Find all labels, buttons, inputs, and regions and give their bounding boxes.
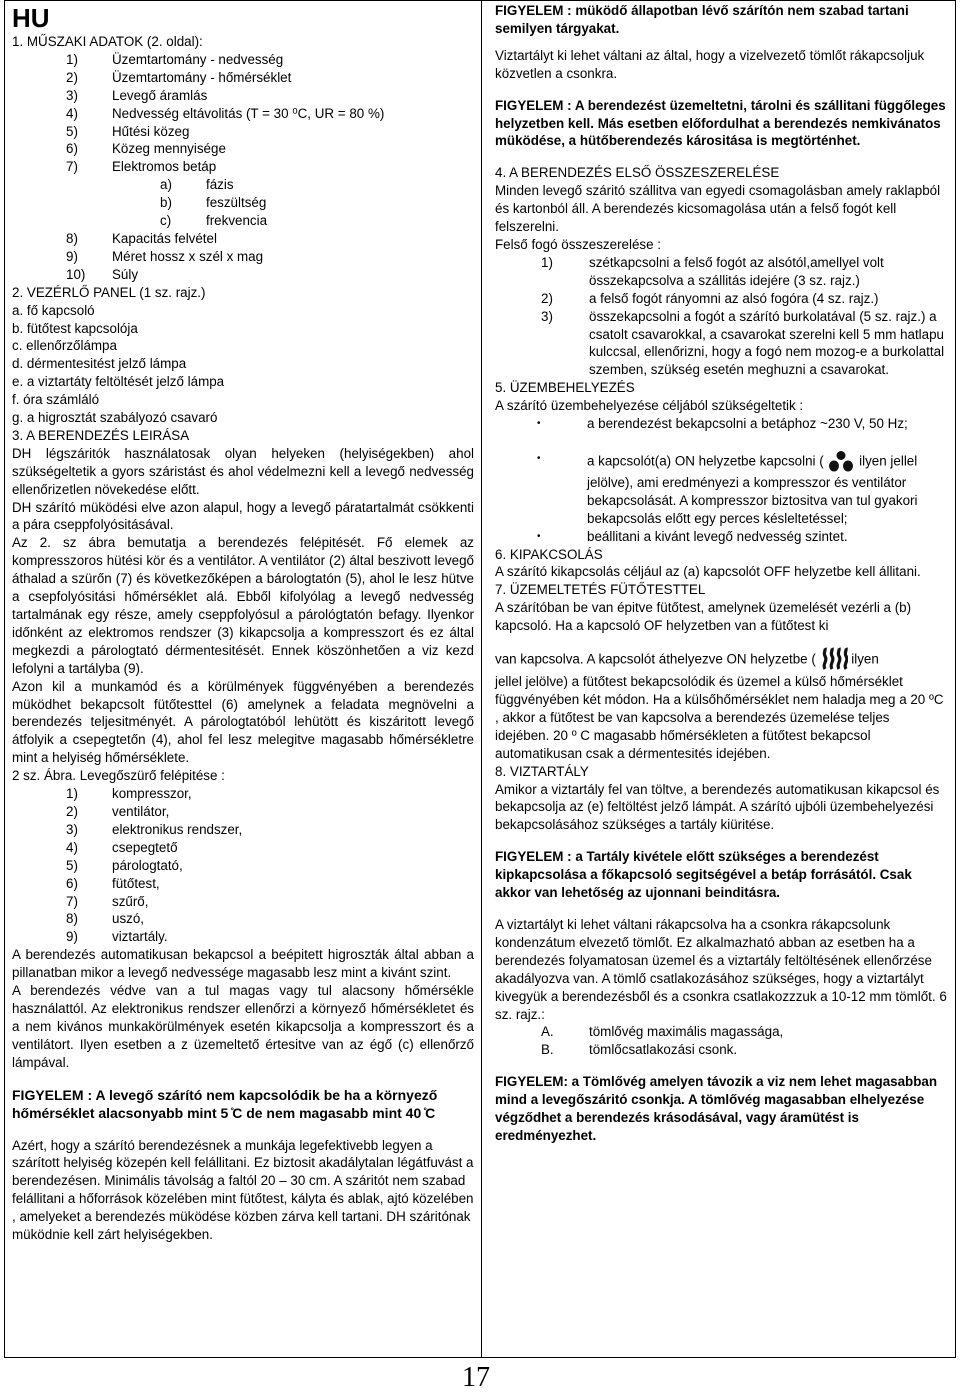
list-item: 8) Kapacitás felvétel: [66, 230, 217, 246]
list-item: A. tömlővég maximális magassága,: [541, 1024, 784, 1040]
heater-icon: [820, 647, 848, 673]
hose-paragraph: A viztartályt ki lehet váltani rákapcsolva ha a csonkra rákapcsolunk kondenzátum elvezető tömlőt. Ez alkalmazható abban az esetben ha a berendezés folyamatosan üzemel és a viztartály feltöltésének ellenőrzése akadályozva van. A tömlő csatlakozásához szükséges, hogy a viztartályt kivegyük a berendezésből és a csonkra csatlakozzzuk a 10-12 mm tömlőt. 6 sz. rajz.:: [495, 916, 947, 1022]
switch-off-paragraph: A szárító kikapcsolás céljául az (a) kapcsolót OFF helyzetbe kell állitani.: [495, 564, 921, 580]
tech-sublist: [12, 176, 474, 230]
page-number: 17: [462, 1362, 490, 1393]
tech-list-continued: [12, 230, 474, 284]
panel-item: a. fő kapcsoló: [12, 302, 95, 318]
list-item: 8) uszó,: [66, 911, 145, 927]
warning-hose: FIGYELEM: a Tömlővég amelyen távozik a viz nem lehet magasabban mind a levegőszáritó csonkja. A tömlővég magasabban elhelyezése végződhet a berendezés krásodásával, vagy áramütést is eredményezhet.: [495, 1074, 938, 1143]
warning-tank: FIGYELEM : a Tartály kivétele előtt szükséges a berendezést kipkapcsolása a főkapcsoló segitségével a betáp forrásától. Csak akkor van lehetőség az ujonnani beinditásra.: [495, 849, 912, 901]
heater-paragraph-3: jellel jelölve) a fütőtest bekapcsolódik és üzemel a külső hőmérséklet függvényében két módon. Ha a külsőhőmérséklet nem haladja meg a 20 ºC , akkor a fütőtest be van kapcsolva a berendezés üzemelése teljes idejében. 20 º C magasabb hőmérsékleten a fütőtest bekapcsol automatikusan csak a dérmentesités idejében.: [495, 674, 944, 761]
list-item: 2) ventilátor,: [66, 803, 170, 819]
list-item: 5) párologtató,: [66, 857, 183, 873]
desc-paragraph-3: Az 2. sz ábra bemutatja a berendezés felépitését. Fő elemek az kompresszoros hütési kör és a ventilátor. A ventilátor (2) által beszivott levegő áthalad a szürőn (7) és következőképen a bárologtatón (5), ahol le lesz hütve a csepfolyósitási hőmérséklet alá. Ebből kifolyólag a levegő nedvesség tartalmának egy része, amely cseppfolyósul a párológtatón befagy. Ilyenkor időnként az elektromos rendszer (3) kikapcsolja a kompresszort és ez által megkezdi a párologtató dérmentesitését. Ennek köszönhetően a viz kezd lefolyni a tartályba (9).: [12, 535, 474, 676]
list-item: B. tömlőcsatlakozási csonk.: [541, 1042, 738, 1058]
desc-paragraph-1: DH légszáritók használatosak olyan helyeken (helyiségekben) ahol szükségeltetik a gyors száristást és ahol védelmezni kell a levegő nedvesség ellenőrizetlen növekedése előtt.: [12, 445, 474, 497]
right-column: [495, 0, 947, 1145]
install-bullet-1: • a berendezést bekapcsolni a betáphoz ~230 V, 50 Hz;: [537, 416, 908, 432]
panel-title: 2. VEZÉRLŐ PANEL (1 sz. rajz.): [12, 284, 206, 300]
figure-title: 2 sz. Ábra. Levegőszürő felépitése :: [12, 768, 225, 784]
desc-title: 3. A BERENDEZÉS LEIRÁSA: [12, 427, 190, 443]
list-item: 3) elektronikus rendszer,: [66, 821, 243, 837]
warning-temperature: FIGYELEM : A levegő szárító nem kapcsolódik be ha a környező hőmérséklet alacsonyabb mint 5 ̊C de nem magasabb mint 40 ̊C: [12, 1086, 438, 1122]
list-item: 5) Hűtési közeg: [66, 123, 190, 139]
install-paragraph: A szárító üzembehelyezése céljából szükségeltetik :: [495, 398, 804, 414]
list-item: 6) Közeg mennyisége: [66, 141, 226, 157]
list-item: 7) szűrő,: [66, 893, 149, 909]
heater-paragraph-2: van kapcsolva. A kapcsolót áthelyezve ON helyzetbe ( ilyen: [495, 647, 947, 673]
assembly-list: [495, 254, 947, 379]
heater-paragraph-1: A szárítóban be van épitve fütőtest, amelynek üzemelését vezérli a (b) kapcsoló. Ha a kapcsoló OF helyzetben van a fütőtest ki: [495, 600, 912, 634]
warning-objects: FIGYELEM : müködő állapotban lévő szárítón nem szabad tartani semilyen tárgyakat.: [495, 3, 909, 36]
list-item: 4) csepegtető: [66, 839, 178, 855]
list-item: 9) Méret hossz x szél x mag: [66, 248, 264, 264]
list-item: 4) Nedvesség eltávolitás (T = 30 ⁰C, UR = 80 %): [66, 105, 385, 121]
auto-paragraph-1: A berendezés automatikusan bekapcsol a beépitett higroszták által abban a pillanatban mikor a levegő nedvessége magasabb lesz mint a kivánt szint.: [12, 947, 474, 981]
panel-item: b. fütőtest kapcsolója: [12, 320, 138, 336]
list-item: 1) kompresszor,: [66, 786, 192, 802]
switch-off-title: 6. KIPAKCSOLÁS: [495, 546, 603, 562]
install-bullet-3: • beállitani a kivánt levegő nedvesség szintet.: [537, 528, 848, 544]
auto-paragraph-2: A berendezés védve van a tul magas vagy tul alacsony hőmérsékle használattól. Az elektronikus rendszer ellenőrzi a környező hőmérsékletet és a nem kivános munkakörülmények esetén kikapcsolja a kompresszort és a ventilátort. Ilyen esetben a z üzemeltető értesitve van az égő (c) ellenőrző lámpával.: [12, 983, 474, 1070]
list-item: c) frekvencia: [160, 213, 268, 229]
hose-list: [495, 1023, 947, 1059]
fan-on-icon: [827, 450, 855, 474]
list-item: 1) Üzemtartomány - nedvesség: [66, 51, 284, 67]
panel-item: d. dérmentesitést jelző lámpa: [12, 356, 187, 372]
panel-item: e. a viztartáty feltöltését jelző lámpa: [12, 374, 225, 390]
panel-list: [12, 302, 474, 427]
list-item: 2) Üzemtartomány - hőmérséklet: [66, 69, 292, 85]
list-item: 9) viztartály.: [66, 929, 168, 945]
desc-paragraph-4: Azon kil a munkamód és a körülmények függvényében a berendezés müködhet bekapcsolt fütőtesttel (6) amelynek a feladata megnövelni a berendezés teljesitményét. A párologtatóból lehütött és kiszáritott levegő átfolyik a csepegtetőn (4), ahol fel lesz melegitve magasabb hőmérsékletre mint a helyiség hőmérséklete.: [12, 678, 474, 766]
tank-paragraph: Amikor a viztartály fel van töltve, a berendezés automatikusan kikapcsol és bekapcsolja az (e) feltöltést jelző lámpát. A szárító ujbóli üzembehelyezési bekapcsolásához szükséges a tartály kiüritése.: [495, 781, 940, 833]
tank-replace-paragraph: Viztartályt ki lehet váltani az által, hogy a vizelvezető tömlőt rákapcsoljuk közvetlen a csonkra.: [495, 47, 925, 81]
list-item: 6) fütőtest,: [66, 875, 160, 891]
install-title: 5. ÜZEMBEHELYEZÉS: [495, 380, 635, 396]
list-item: a) fázis: [160, 177, 234, 193]
list-item: 1) szétkapcsolni a felső fogót az alsótól,amellyel volt összekapcsolva a szállitás idejére (3 sz. rajz.): [541, 254, 884, 288]
placement-paragraph: Azért, hogy a szárító berendezésnek a munkája legefektivebb legyen a szárított helyiség közepén kell felállitani. Ez biztosit akadálytalan légátfuvást a berendezésen. Minimális távolság a faltól 20 – 30 cm. A száritót nem szabad felállitani a hőforrások közelében mint fütőtest, kályta és ablak, ajtó közelében , amelyeket a berendezés müködése közben zárva kell tartani. DH száritónak müködnie kell zárt helyiségekben.: [12, 1137, 474, 1243]
language-code: HU: [12, 3, 50, 33]
list-item: 10) Súly: [66, 266, 139, 282]
list-item: 2) a felső fogót rányomni az alsó fogóra (4 sz. rajz.): [541, 290, 879, 306]
tech-title: 1. MŰSZAKI ADATOK (2. oldal):: [12, 34, 203, 49]
assembly-paragraph: Minden levegő száritó szállitva van egyedi csomagolásban amely raklapból és kartonból áll. A berendezés kicsomagolása után a felső fogót kell felszerelni.: [495, 183, 941, 235]
list-item: b) feszültség: [160, 195, 267, 211]
panel-item: f. óra számláló: [12, 392, 100, 408]
warning-vertical: FIGYELEM : A berendezést üzemeltetni, tárolni és szállitani függőleges helyzetben kell. Más esetben előfordulhat a berendezés nemkivánatos müködése, a hütőberendezés kárositása is megtörténhet.: [495, 97, 946, 149]
install-bullet-2: • a kapcsolót(a) ON helyzetbe kapcsolni ( ilyen jellel jelölve), ami eredményezi a kompresszor és ventilátor bekapcsolását. A kompresszor biztositva van tul gyakori bekapcsolás előtt egy perces késleltetéssel;: [495, 450, 947, 528]
desc-paragraph-2: DH szárító müködési elve azon alapul, hogy a levegő páratartalmát csökkenti a pára cseppfolyósitásával.: [12, 499, 474, 533]
panel-item: g. a higrosztát szabályozó csavaró: [12, 410, 218, 426]
panel-item: c. ellenőrzőlámpa: [12, 338, 117, 354]
assembly-subtitle: Felső fogó összeszerelése :: [495, 236, 661, 252]
list-item: 3) Levegő áramlás: [66, 87, 208, 103]
figure-list: [12, 785, 474, 946]
tank-title: 8. VIZTARTÁLY: [495, 763, 589, 779]
tech-list: [12, 51, 474, 176]
column-divider: [481, 0, 482, 1358]
assembly-title: 4. A BERENDEZÉS ELSŐ ÖSSZESZERELÉSE: [495, 165, 780, 181]
heater-title: 7. ÜZEMELTETÉS FÜTŐTESTTEL: [495, 582, 706, 598]
left-column: [12, 0, 474, 1244]
list-item: 7) Elektromos betáp: [66, 159, 217, 175]
list-item: 3) összekapcsolni a fogót a szárító burkolatával (5 sz. rajz.) a csatolt csavarokkal, a csavarokat szerelni kell 5 mm hatlapu kulccsal, ellenőrizni, hogy a fogó nem mozog-e a burkolattal szemben, szükség esetén meghuzni a csavarokat.: [541, 308, 945, 378]
